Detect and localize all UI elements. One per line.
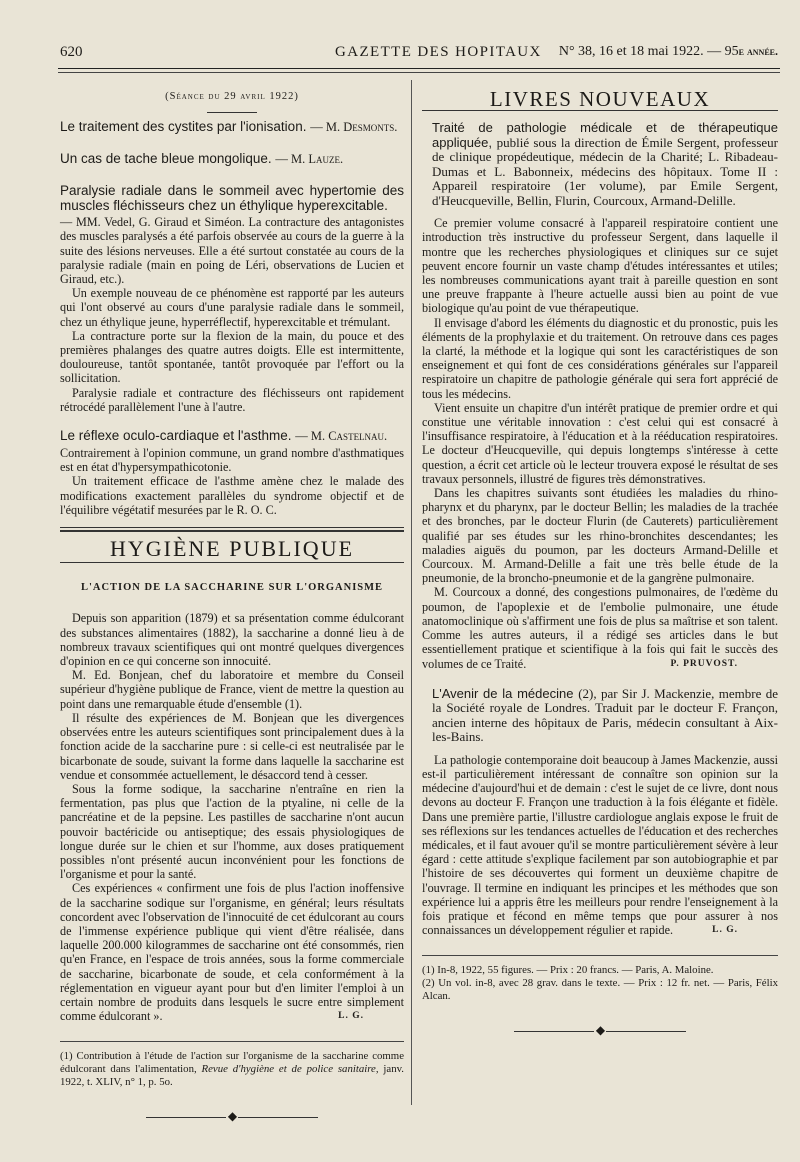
book-heading xyxy=(422,121,778,208)
paragraph: Un exemple nouveau de ce phénomène est rapporté par les auteurs qui l'ont observé au cours d'une paralysie radiale dans le sommeil, chez un éthylique jeune, hyperréflectif, hyperexcitable et trémulant. xyxy=(60,286,404,329)
article-heading xyxy=(60,151,404,167)
book-heading xyxy=(422,687,778,745)
ornament: ◆ xyxy=(422,1023,778,1037)
paragraph-text: Ces expériences « confirment une fois de plus l'action inoffensive de la saccharine sodique sur l'organisme, en général; leurs résultats concordent avec l'observation de l'innocuité de cet édulcorant au cours de l'immense expérience publique qui vient d'être réalisée, dans laquelle 200.000 kilogrammes de saccharine ont été consommés, rien qu'en France, en l'espace de trois années, sous la forme commerciale de saccharine, bicarbonate de soude, et cela conformément à la réglementation en vigueur ayant pour but d'en limiter l'emploi à un certain nombre de produits dans lesquels le sucre entre simplement comme édulcorant ». xyxy=(60,881,404,1024)
paragraph: Depuis son apparition (1879) et sa présentation comme édulcorant des substances alimentaires (1882), la saccharine a donné lieu à de nombreux travaux scientifiques qui ont montré quelques divergences d'opinion en ce qui concerne son innocuité. xyxy=(60,611,404,669)
signature: L. G. xyxy=(338,1011,364,1022)
article-heading: Paralysie radiale dans le sommeil avec hypertomie des muscles fléchisseurs chez un éthylique hyperexcitable. xyxy=(60,183,404,214)
paragraph: Il résulte des expériences de M. Bonjean que les divergences observées entre les auteurs scientifiques sont principalement dues à la fonction acide de la saccharine pure : si celle-ci est neutralisée par le bicarbonate de soude, suivant la forme dans laquelle la saccharine est vendue et consommée actuellement, le désaccord tend à cesser. xyxy=(60,710,404,782)
book-title: Traité de pathologie médicale et de thérapeutique appliquée, xyxy=(432,120,778,150)
header-rule-thin xyxy=(58,72,780,73)
signature: P. PRUVOST. xyxy=(670,658,738,669)
session-date: (Séance du 29 avril 1922) xyxy=(165,91,299,102)
footnote-rule xyxy=(60,1041,404,1042)
article-author: — M. Desmonts. xyxy=(310,120,398,135)
footnote-text: (1) Contribution à l'étude de l'action sur l'organisme de la saccharine comme édulcorant dans l'alimentation, xyxy=(60,1050,404,1076)
paragraph-text: La pathologie contemporaine doit beaucoup à James Mackenzie, aussi est-il particulièrement intéressant de connaître son opinion sur la médecine d'aujourd'hui et de demain : c'est le sujet de ce livre, dont nous devons au docteur F. Françon une traduction à la fois élégante et fidèle. Dans une première partie, l'illustre cardiologue anglais expose le fruit de ses réflexions sur les tendances actuelles de l'éducation et des recherches médicales, et il faut avouer qu'il se montre particulièrement sévère à leur égard : cette attitude s'explique facilement par son autobiographie et par l'histoire de ses découvertes qui forment un deuxième chapitre de l'ouvrage. Il termine en indiquant les principes et les méthodes que son expérience lui a appris être les meilleurs pour rendre l'enseignement à la fois pratique et fécond en même temps que pour assurer à nos connaissances un développement régulier et rapide. xyxy=(422,752,778,938)
left-column xyxy=(60,80,404,1124)
book-details: publié sous la direction de Émile Sergent, professeur de clinique propédeutique, médecin de la Charité; L. Ribadeau-Dumas et L. Babonneix, médecins des hôpitaux. Tome II : Appareil respiratoire (1er volume), par Emile Sergent, d'Heucqueville, Bellin, Flurin, Courcoux, Armand-Delille. xyxy=(432,134,778,208)
article-author: — M. Castelnau. xyxy=(295,429,388,444)
paragraph xyxy=(422,585,778,670)
issue-date: N° 38, 16 et 18 mai 1922. — 95 xyxy=(558,44,739,59)
footnote-ref: janv. 1922, t. XLIV, n° 1, p. 5o. xyxy=(60,1063,404,1089)
section-title: HYGIÈNE PUBLIQUE xyxy=(109,536,355,562)
paragraph: Un traitement efficace de l'asthme amène chez le malade des modifications exactement parallèles du syndrome objectif et de l'équilibre végétatif mesurées par le R. O. C. xyxy=(60,474,404,517)
paragraph xyxy=(60,881,404,1023)
paragraph: Dans les chapitres suivants sont étudiées les maladies du rhino-pharynx et du pharynx, par le docteur Bellin; les maladies de la trachée et des bronches, par le docteur Flurin (de Cauterets) particulièrement qualifié par ses études sur les rhino-bronchites descendantes; les maladies aiguës du poumon, par les docteurs Armand-Delille et Courcoux. M. Armand-Delille a fait une très belle étude de la pneumonie, de la broncho-pneumonie et de la gangrène pulmonaire. xyxy=(422,486,778,586)
paragraph: La contracture porte sur la flexion de la main, du pouce et des premières phalanges des quatre autres doigts. Elle est intermittente, douloureuse, tantôt spontanée, tantôt provoquée par l'effort ou la sollicitation. xyxy=(60,328,404,386)
page-header xyxy=(60,40,778,64)
paragraph: Paralysie radiale et contracture des fléchisseurs ont rapidement rétrocédé parallèlement l'une à l'autre. xyxy=(60,385,404,414)
paragraph: Sous la forme sodique, la saccharine n'entraîne en rien la fermentation, pas plus que l'action de la ptyaline, ni celle de la pancréatine et de la pepsine. Les pastilles de saccharine n'ont aucun pouvoir bactéricide ou antiseptique; des essais physiologiques de longue durée sur le chien et sur l'homme, aux doses pratiquement possibles n'ont présenté aucun inconvénient pour les fonctions de l'organisme et pour la santé. xyxy=(60,781,404,882)
footnote: (2) Un vol. in-8, avec 28 grav. dans le texte. — Prix : 12 fr. net. — Paris, Félix Alcan. xyxy=(422,977,778,1003)
footnote-rule xyxy=(422,955,778,956)
section-title: LIVRES NOUVEAUX xyxy=(489,87,711,111)
paragraph: Ce premier volume consacré à l'appareil respiratoire contient une introduction très instructive du professeur Sergent, dans laquelle il montre que les recherches physiologiques et cliniques sur ce sujet peuvent encore fournir un vaste champ d'études intéressantes et utiles; les nombreuses communications ayant trait à pareille question en sont une preuve frappante à l'heure actuelle aussi bien au point de vue biologique qu'au point de vue thérapeutique. xyxy=(422,216,778,316)
article-author: — M. Lauze. xyxy=(275,152,344,167)
article-subtitle: L'ACTION DE LA SACCHARINE SUR L'ORGANISME xyxy=(80,582,384,594)
paragraph xyxy=(422,753,778,938)
article-title: Le traitement des cystites par l'ionisation. xyxy=(60,119,307,135)
column-divider xyxy=(411,80,412,1105)
issue-suffix: e année. xyxy=(738,44,778,58)
paragraph: Il envisage d'abord les éléments du diagnostic et du pronostic, puis les éléments de la prophylaxie et du traitement. On retrouve dans ces pages la clarté, la méthode et la logique qui sont les caractéristiques de son enseignement et qui font de ces considérations générales sur l'appareil respiratoire un chapitre de pathologie générale qui sera fort apprécié de tous les médecins. xyxy=(422,315,778,401)
article-title: Le réflexe oculo-cardiaque et l'asthme. xyxy=(60,428,292,444)
article-title: Un cas de tache bleue mongolique. xyxy=(60,151,272,167)
signature: L. G. xyxy=(712,925,738,936)
footnote xyxy=(60,1050,404,1089)
book-details: (2), par Sir J. Mackenzie, membre de la Société royale de Londres. Traduit par le docteur F. Françon, ancien interne des hôpitaux de Paris, médecin consultant à Aix-les-Bains. xyxy=(432,685,778,745)
footnote: (1) In-8, 1922, 55 figures. — Prix : 20 francs. — Paris, A. Maloine. xyxy=(422,964,714,977)
paragraph: Contrairement à l'opinion commune, un grand nombre d'asthmatiques est en état d'hypersympathicotonie. xyxy=(60,446,404,475)
ornament: ◆ xyxy=(60,1109,404,1123)
article-heading xyxy=(60,428,404,444)
journal-title: GAZETTE DES HOPITAUX xyxy=(335,44,542,60)
section-rule xyxy=(60,527,404,528)
paragraph: M. Ed. Bonjean, chef du laboratoire et membre du Conseil supérieur d'hygiène publique de France, vient de mettre la question au point dans une remarquable étude d'ensemble (1). xyxy=(60,668,404,711)
right-column xyxy=(422,80,778,1110)
issue-info xyxy=(559,44,778,60)
paragraph: — MM. Vedel, G. Giraud et Siméon. La contracture des antagonistes des muscles paralysés a été parfois observée au cours de la guerre à la suite des lésions nerveuses. Elle a été surtout constatée au cours de la paralysie radiale (main en poing de Léri, observations de Lucien et Giraud, etc.). xyxy=(60,215,404,287)
section-title-rule xyxy=(60,562,404,563)
paragraph-text: M. Courcoux a donné, des congestions pulmonaires, de l'œdème du poumon, de l'apoplexie et de l'embolie pulmonaire, une étude anatomoclinique où s'affirment une fois de plus sa maîtrise et son talent. Comme les autres auteurs, il a rédigé ses articles dans le but essentiellement pratique et scientifique à la fois qui fait le succès des volumes de ce Traité. xyxy=(422,585,778,671)
paragraph: Vient ensuite un chapitre d'un intérêt pratique de premier ordre et qui constitue une véritable innovation : c'est celui qui est consacré à l'insuffisance respiratoire, à l'éducation et à la rééducation respiratoires. Le docteur d'Heucqueville, qui depuis longtemps s'intéresse à cette question, a écrit cet article où le lecteur trouvera exposé le résultat de ses travaux personnels, illustré de figures très démonstratives. xyxy=(422,400,778,486)
header-rule xyxy=(58,68,780,69)
short-rule xyxy=(207,112,257,113)
footnote-journal: Revue d'hygiène et de police sanitaire, xyxy=(201,1063,379,1076)
article-heading xyxy=(60,119,404,135)
page-number: 620 xyxy=(60,44,83,60)
book-title: L'Avenir de la médecine xyxy=(432,685,574,701)
section-rule-thick xyxy=(60,530,404,532)
